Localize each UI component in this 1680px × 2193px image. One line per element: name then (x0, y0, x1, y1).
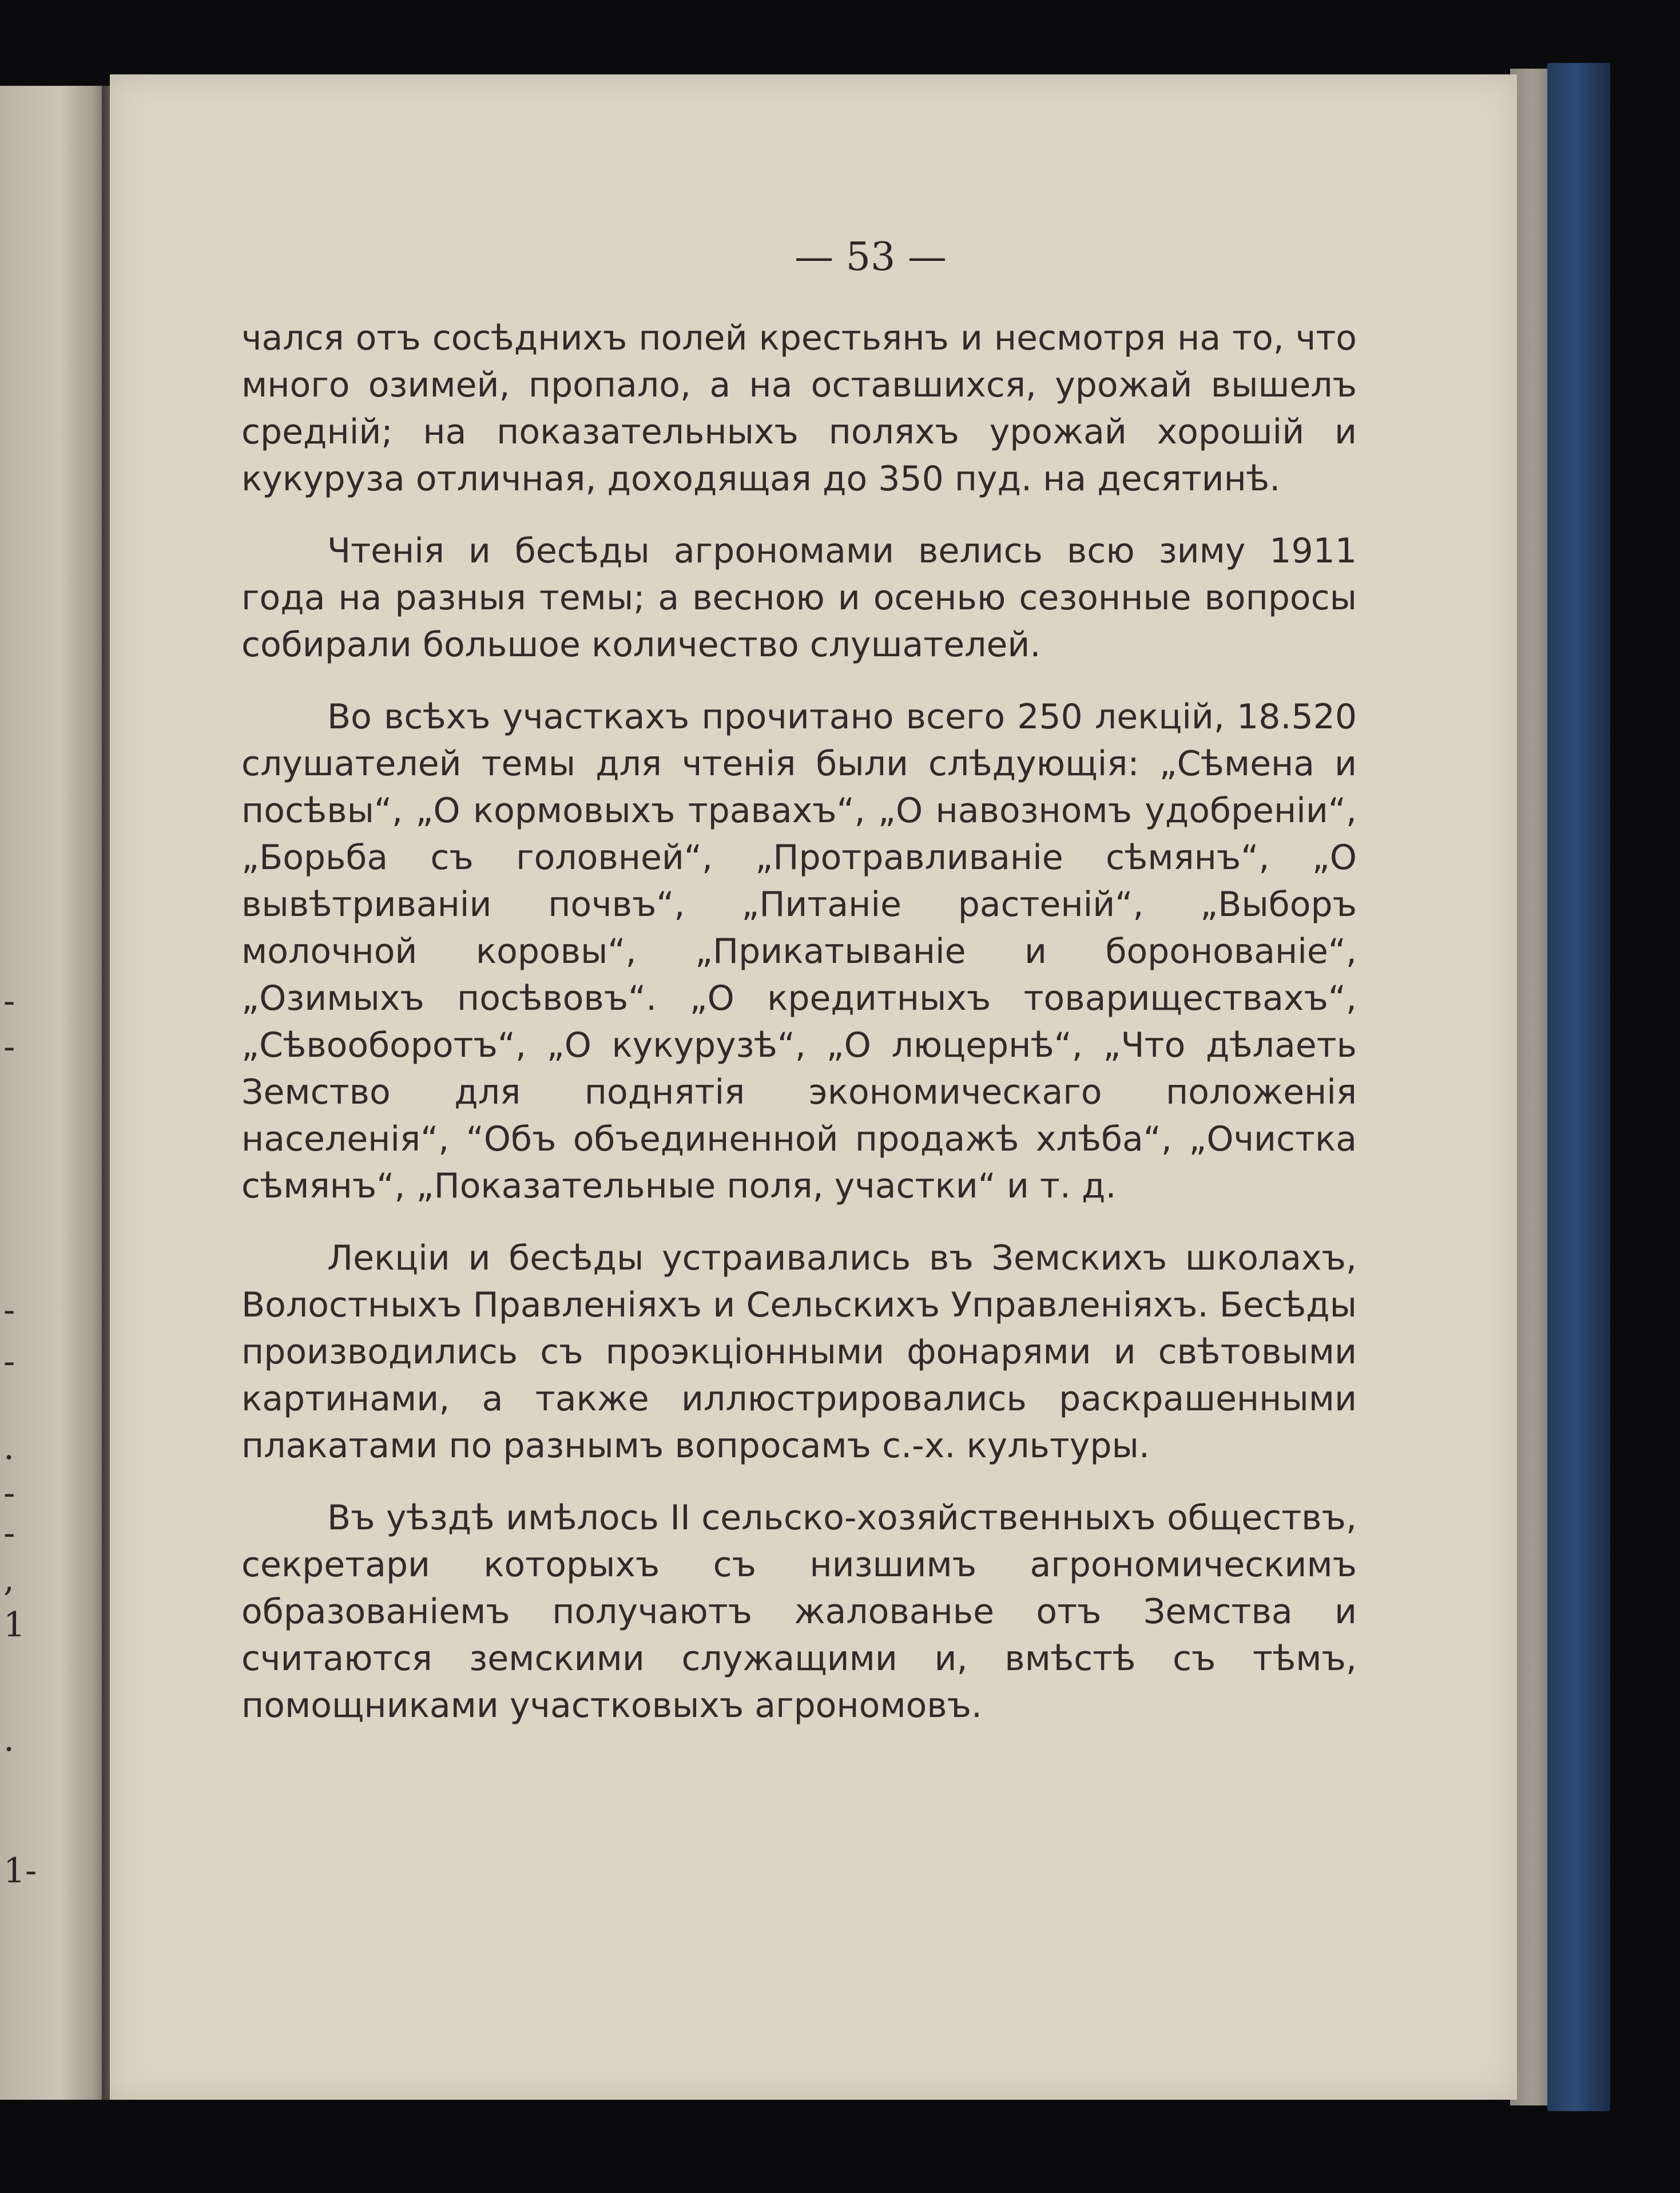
margin-mark: . (3, 1719, 15, 1759)
margin-mark: - (3, 1342, 15, 1382)
margin-mark: , (3, 1559, 15, 1599)
margin-mark: 1- (3, 1851, 37, 1891)
margin-mark: - (3, 1513, 15, 1553)
paragraph: Чтенія и бесѣды агрономами велись всю зиму 1911 года на разныя темы; а весною и осенью сезонные вопросы собирали большое количество слушателей. (241, 531, 1357, 665)
paragraph: Лекціи и бесѣды устраивались въ Земскихъ школахъ, Волостныхъ Правленіяхъ и Сельскихъ Управленіяхъ. Бесѣды производились съ проэкціонными фонарями и свѣтовыми картинами, а также иллюстрировались раскрашенными плакатами по разнымъ вопросамъ с.-х. культуры. (241, 1238, 1357, 1466)
left-page-edge (0, 86, 109, 2100)
margin-mark: - (3, 1473, 15, 1513)
book-page (110, 74, 1517, 2100)
margin-mark: . (3, 1427, 15, 1468)
margin-mark: - (3, 1290, 15, 1330)
paragraph: чался отъ сосѣднихъ полей крестьянъ и несмотря на то, что много озимей, пропало, а на оставшихся, урожай вышелъ средній; на показательныхъ поляхъ урожай хорошій и кукуруза отличная, доходящая до 350 пуд. на десятинѣ. (241, 318, 1357, 499)
margin-mark: - (3, 1027, 15, 1067)
margin-mark: 1 (3, 1605, 26, 1645)
margin-mark: - (3, 981, 15, 1021)
page-text (241, 315, 1357, 1754)
paragraph: Во всѣхъ участкахъ прочитано всего 250 лекцій, 18.520 слушателей темы для чтенія были слѣдующія: „Сѣмена и посѣвы“, „О кормовыхъ травахъ“, „О навозномъ удобреніи“, „Борьба съ головней“, „Протравливаніе сѣмянъ“, „О вывѣтриваніи почвъ“, „Питаніе растеній“, „Выборъ молочной коровы“, „Прикатываніе и боронованіе“, „Озимыхъ посѣвовъ“. „О кредитныхъ товариществахъ“, „Сѣвооборотъ“, „О кукурузѣ“, „О люцернѣ“, „Что дѣлаеть Земство для поднятія экономическаго положенія населенія“, “Объ объединенной продажѣ хлѣба“, „Очистка сѣмянъ“, „Показательные поля, участки“ и т. д. (241, 697, 1357, 1206)
page-number: — 53 — (795, 235, 947, 280)
paragraph: Въ уѣздѣ имѣлось II сельско-хозяйственныхъ обществъ, секретари которыхъ съ низшимъ агрономическимъ образованіемъ получаютъ жалованье отъ Земства и считаются земскими служащими и, вмѣстѣ съ тѣмъ, помощниками участковыхъ агрономовъ. (241, 1498, 1357, 1726)
book-cover (1547, 63, 1610, 2111)
